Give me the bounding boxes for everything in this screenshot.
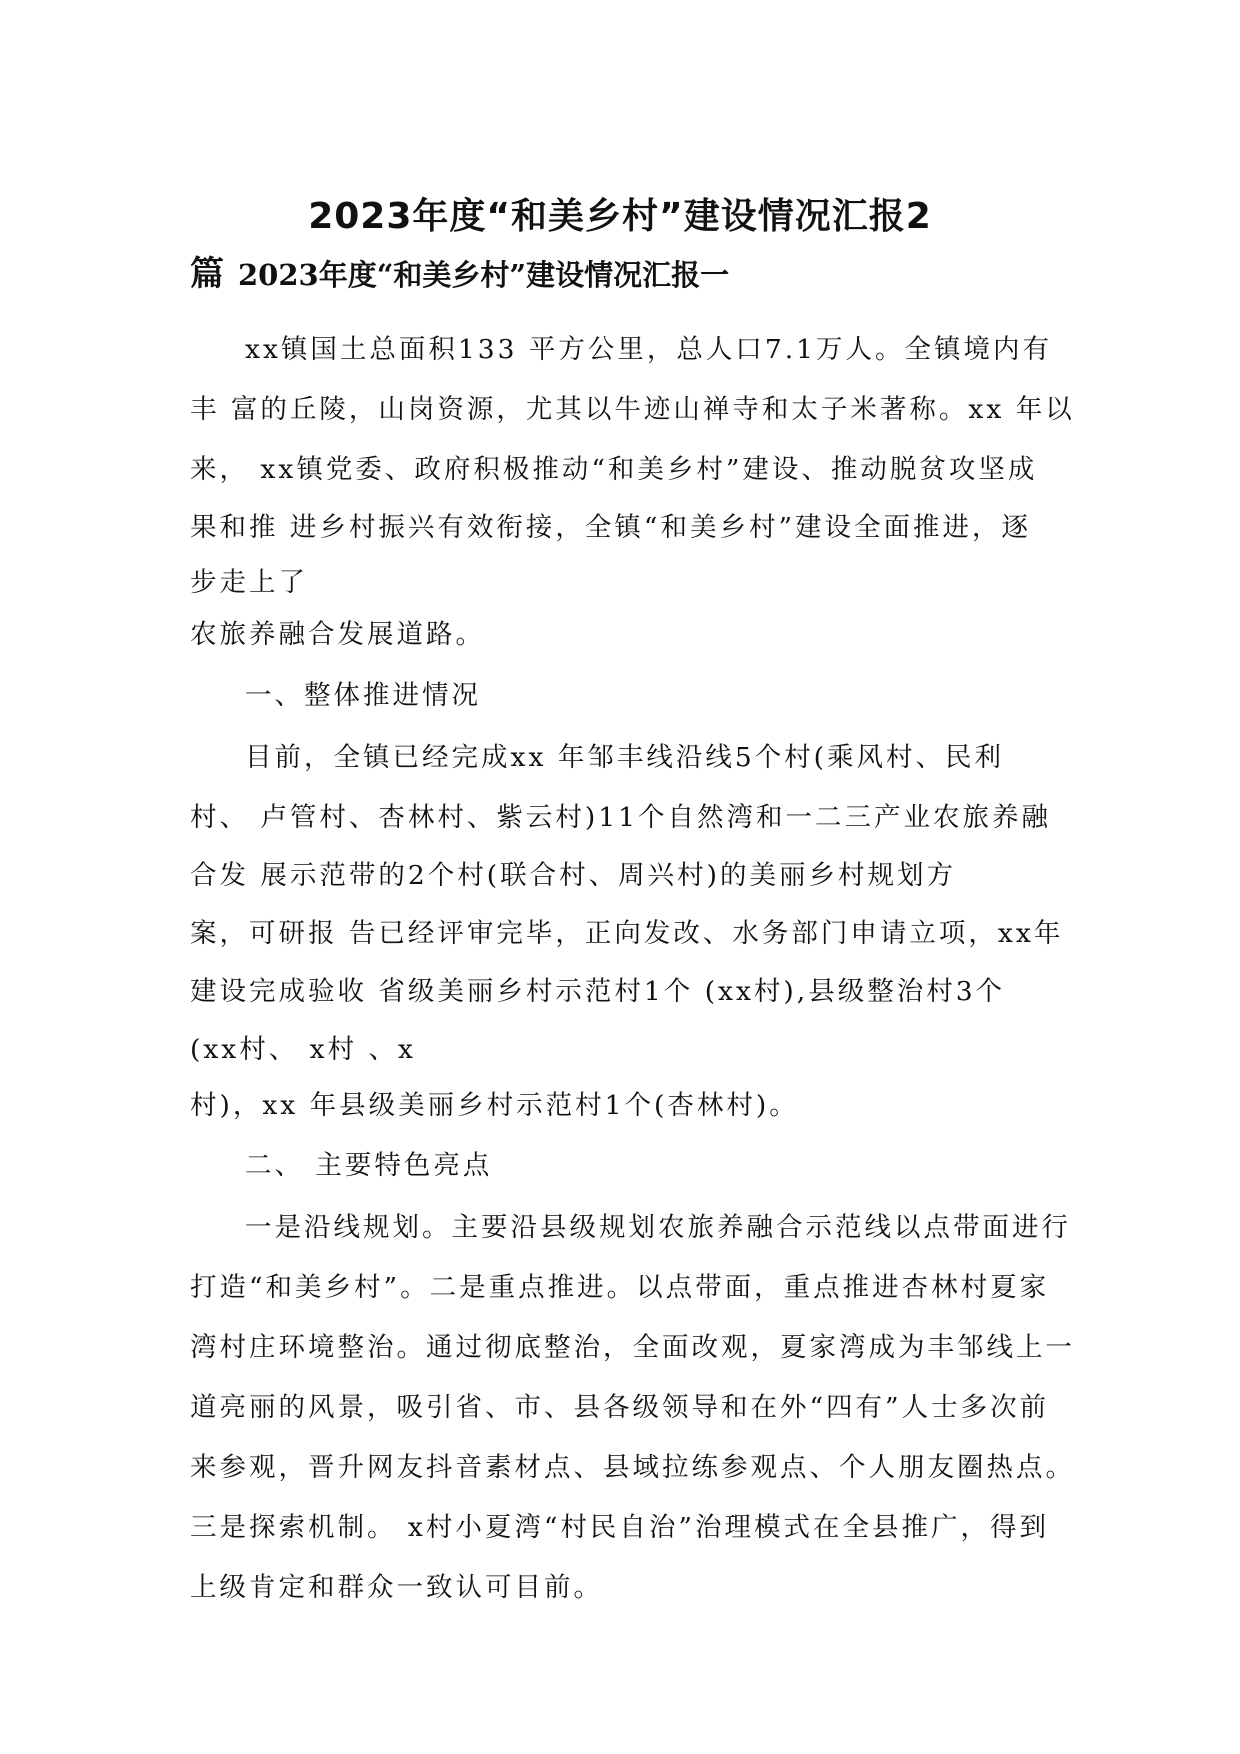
document-subtitle (190, 246, 729, 295)
p2-line-7: 村)，xx 年县级美丽乡村示范村1个(杏林村)。 (190, 1090, 799, 1121)
p2-line-2: 村、 卢管村、杏林村、紫云村)11个自然湾和一二三产业农旅养融 (190, 802, 1051, 833)
p1-line-6: 农旅养融合发展道路。 (190, 619, 485, 650)
subtitle-prefix: 篇 (190, 254, 224, 294)
p3-line-3: 湾村庄环境整治。通过彻底整治，全面改观，夏家湾成为丰邹线上一 (190, 1332, 1075, 1363)
p1-line-3: 来， xx镇党委、政府积极推动“和美乡村”建设、推动脱贫攻坚成 (190, 454, 1038, 485)
p3-line-2: 打造“和美乡村”。二是重点推进。以点带面，重点推进杏林村夏家 (190, 1272, 1050, 1303)
p3-line-5: 来参观，晋升网友抖音素材点、县域拉练参观点、个人朋友圈热点。 (190, 1452, 1075, 1483)
document-title: 2023年度“和美乡村”建设情况汇报2 (308, 196, 932, 237)
p1-line-4: 果和推 进乡村振兴有效衔接，全镇“和美乡村”建设全面推进，逐 (190, 512, 1032, 543)
section-heading-1: 一、整体推进情况 (245, 680, 481, 711)
p3-line-6: 三是探索机制。 x村小夏湾“村民自治”治理模式在全县推广，得到 (190, 1512, 1049, 1543)
section-heading-2: 二、 主要特色亮点 (245, 1150, 493, 1181)
p3-line-7: 上级肯定和群众一致认可目前。 (190, 1572, 603, 1603)
p2-line-3: 合发 展示范带的2个村(联合村、周兴村)的美丽乡村规划方 (190, 860, 956, 891)
p1-line-1: xx镇国土总面积133 平方公里，总人口7.1万人。全镇境内有 (245, 334, 1053, 365)
subtitle-text: 2023年度“和美乡村”建设情况汇报一 (238, 258, 730, 292)
p3-line-1: 一是沿线规划。主要沿县级规划农旅养融合示范线以点带面进行 (245, 1212, 1071, 1243)
p1-line-5: 步走上了 (190, 567, 308, 598)
p2-line-1: 目前，全镇已经完成xx 年邹丰线沿线5个村(乘风村、民利 (245, 742, 1005, 773)
p1-line-2: 丰 富的丘陵，山岗资源，尤其以牛迹山禅寺和太子米著称。xx 年以 (190, 394, 1075, 425)
p2-line-5: 建设完成验收 省级美丽乡村示范村1个 (xx村),县级整治村3个 (190, 976, 1006, 1007)
p2-line-6: (xx村、 x村 、x (190, 1034, 416, 1065)
p3-line-4: 道亮丽的风景，吸引省、市、县各级领导和在外“四有”人士多次前 (190, 1392, 1050, 1423)
p2-line-4: 案，可研报 告已经评审完毕，正向发改、水务部门申请立项，xx年 (190, 918, 1064, 949)
